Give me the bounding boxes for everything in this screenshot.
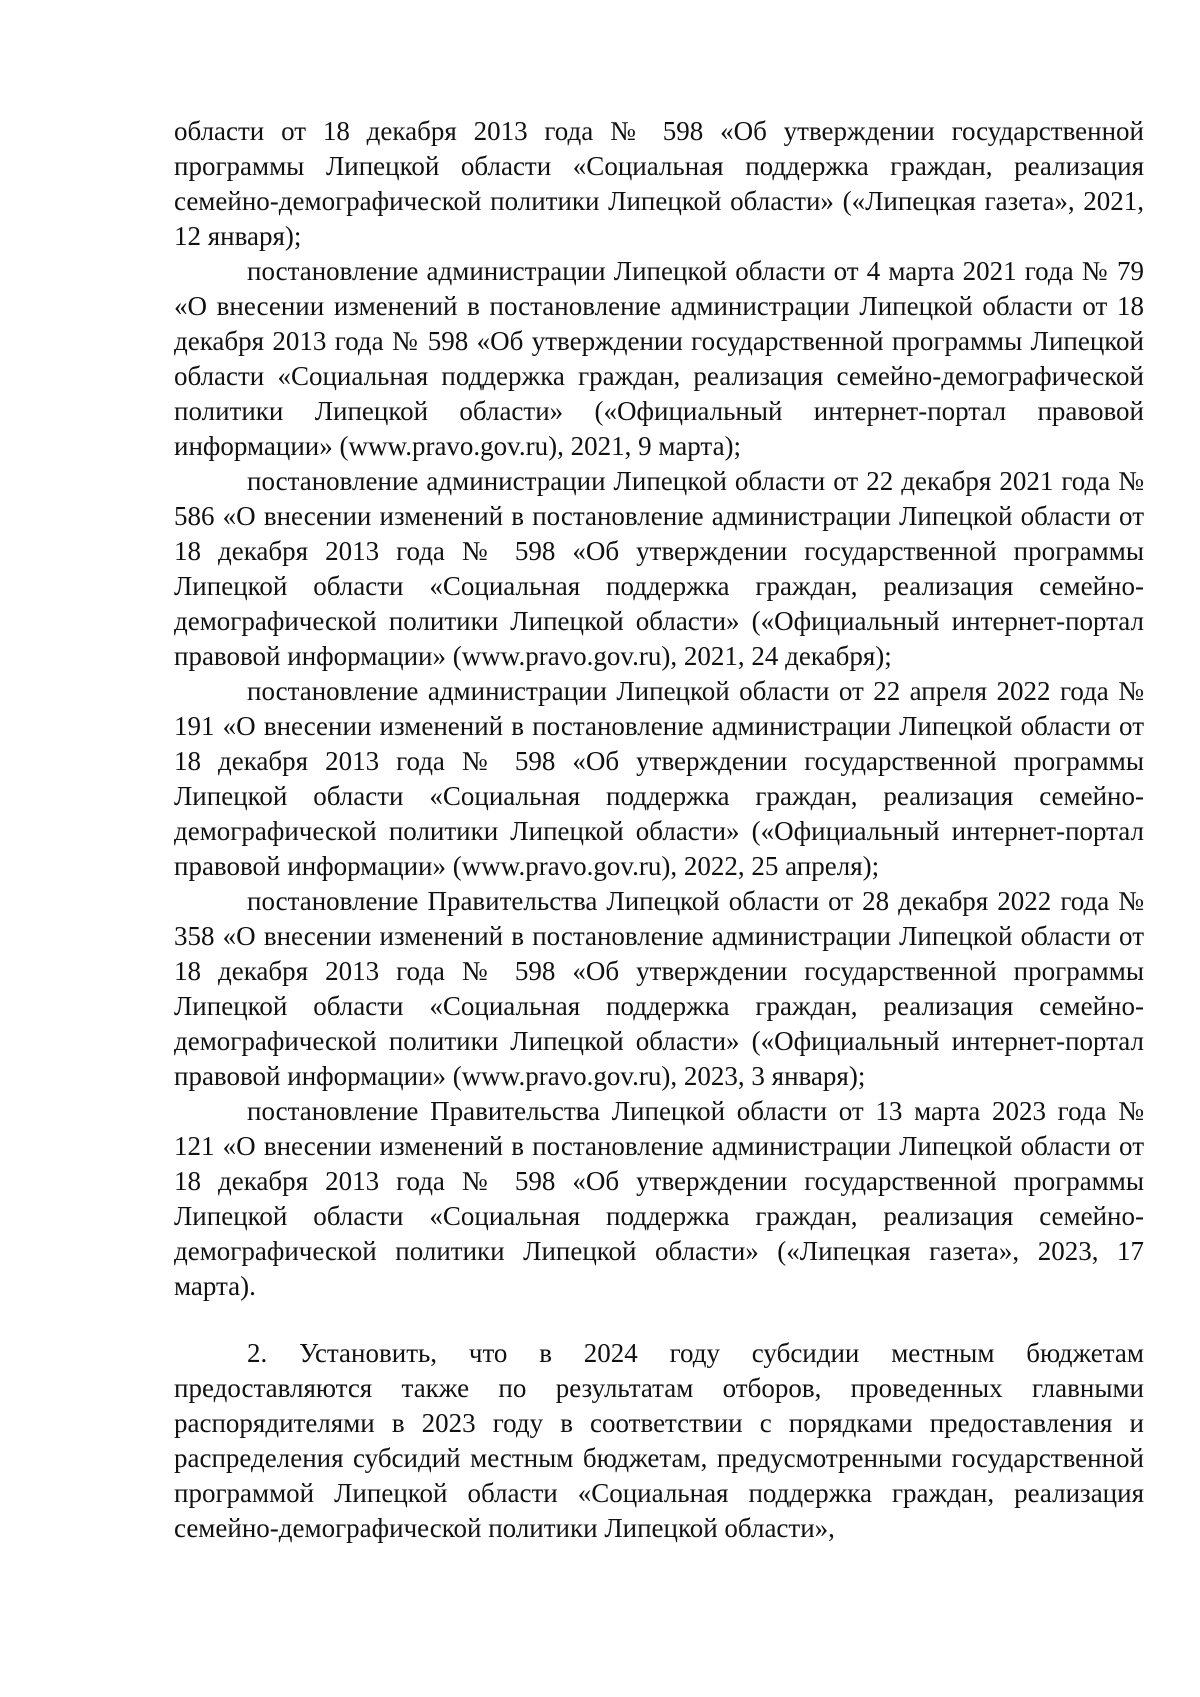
paragraph: области от 18 декабря 2013 года № 598 «Об утверждении государственной программы Липецкой области «Социальная поддержка граждан, реализация семейно-демографической политики Липецкой области» («Липецкая газета», 2021, 12 января); [174, 116, 1144, 251]
paragraph: постановление администрации Липецкой области от 22 апреля 2022 года № 191 «О внесении изменений в постановление администрации Липецкой области от 18 декабря 2013 года № 598 «Об утверждении государственной программы Липецкой области «Социальная поддержка граждан, реализация семейно-демографической политики Липецкой области» («Официальный интернет-портал правовой информации» (www.pravo.gov.ru), 2022, 25 апреля); [174, 676, 1144, 881]
paragraph: постановление администрации Липецкой области от 4 марта 2021 года № 79 «О внесении изменений в постановление администрации Липецкой области от 18 декабря 2013 года № 598 «Об утверждении государственной программы Липецкой области «Социальная поддержка граждан, реализация семейно-демографической политики Липецкой области» («Официальный интернет-портал правовой информации» (www.pravo.gov.ru), 2021, 9 марта); [174, 256, 1144, 461]
paragraph-item-2: 2. Установить, что в 2024 году субсидии местным бюджетам предоставляются также по результатам отборов, проведенных главными распорядителями в 2023 году в соответствии с порядками предоставления и распределения субсидий местным бюджетам, предусмотренными государственной программой Липецкой области «Социальная поддержка граждан, реализация семейно-демографической политики Липецкой области», [174, 1338, 1144, 1543]
paragraph: постановление Правительства Липецкой области от 13 марта 2023 года № 121 «О внесении изменений в постановление администрации Липецкой области от 18 декабря 2013 года № 598 «Об утверждении государственной программы Липецкой области «Социальная поддержка граждан, реализация семейно-демографической политики Липецкой области» («Липецкая газета», 2023, 17 марта). [174, 1096, 1144, 1301]
document-body [174, 114, 1144, 1304]
paragraph: постановление Правительства Липецкой области от 28 декабря 2022 года № 358 «О внесении изменений в постановление администрации Липецкой области от 18 декабря 2013 года № 598 «Об утверждении государственной программы Липецкой области «Социальная поддержка граждан, реализация семейно-демографической политики Липецкой области» («Официальный интернет-портал правовой информации» (www.pravo.gov.ru), 2023, 3 января); [174, 886, 1144, 1091]
paragraph: постановление администрации Липецкой области от 22 декабря 2021 года № 586 «О внесении изменений в постановление администрации Липецкой области от 18 декабря 2013 года № 598 «Об утверждении государственной программы Липецкой области «Социальная поддержка граждан, реализация семейно-демографической политики Липецкой области» («Официальный интернет-портал правовой информации» (www.pravo.gov.ru), 2021, 24 декабря); [174, 466, 1144, 671]
document-item-2 [174, 1336, 1144, 1546]
